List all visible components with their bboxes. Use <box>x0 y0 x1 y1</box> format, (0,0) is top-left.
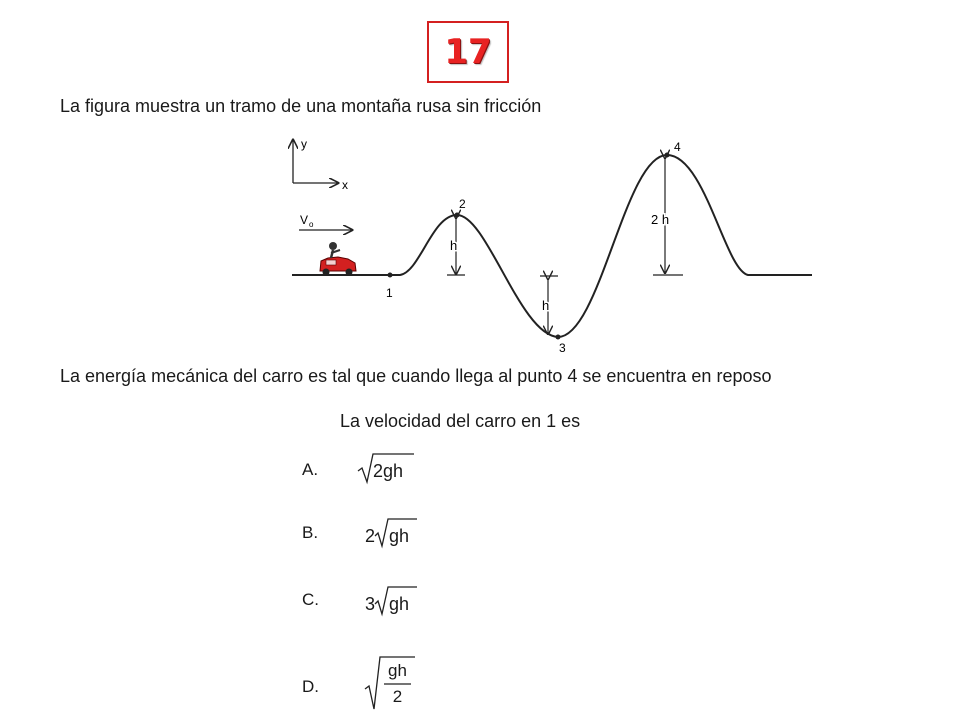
option-d-numerator: gh <box>388 661 407 680</box>
question-number: 17 <box>444 32 492 72</box>
option-d-formula[interactable] <box>365 655 425 711</box>
velocity-subscript: o <box>309 220 314 229</box>
option-c-radicand: gh <box>389 594 410 614</box>
height-label-3: h <box>542 298 550 313</box>
question-text: La velocidad del carro en 1 es <box>340 411 581 431</box>
velocity-label: V <box>300 213 309 227</box>
option-d-letter[interactable]: D. <box>302 677 319 696</box>
axis-x-label: x <box>342 178 348 192</box>
option-b-coefficient: 2 <box>365 526 376 546</box>
axis-y-label: y <box>301 137 307 151</box>
option-c-coefficient: 3 <box>365 594 376 614</box>
option-a-formula[interactable] <box>358 452 418 486</box>
axes-icon <box>293 140 338 183</box>
height-label-2: h <box>450 238 458 253</box>
height-label-4: 2 h <box>651 212 670 227</box>
option-d-denominator: 2 <box>392 687 403 706</box>
option-b-radicand: gh <box>389 526 410 546</box>
point-3-label: 3 <box>559 341 566 355</box>
option-b-letter[interactable]: B. <box>302 523 319 542</box>
point-2-label: 2 <box>459 197 466 211</box>
condition-text: La energía mecánica del carro es tal que cuando llega al punto 4 se encuentra en reposo <box>60 366 772 386</box>
point-4-label: 4 <box>674 140 681 154</box>
option-b-formula[interactable] <box>365 516 425 550</box>
option-a-letter[interactable]: A. <box>302 460 319 479</box>
option-c-letter[interactable]: C. <box>302 590 319 609</box>
option-a-radicand: 2gh <box>373 461 404 481</box>
track-curve <box>292 155 812 337</box>
car-icon <box>320 242 356 276</box>
option-c-formula[interactable] <box>365 584 425 618</box>
point-1-label: 1 <box>386 286 393 300</box>
problem-statement: La figura muestra un tramo de una montaña rusa sin fricción <box>60 96 542 116</box>
